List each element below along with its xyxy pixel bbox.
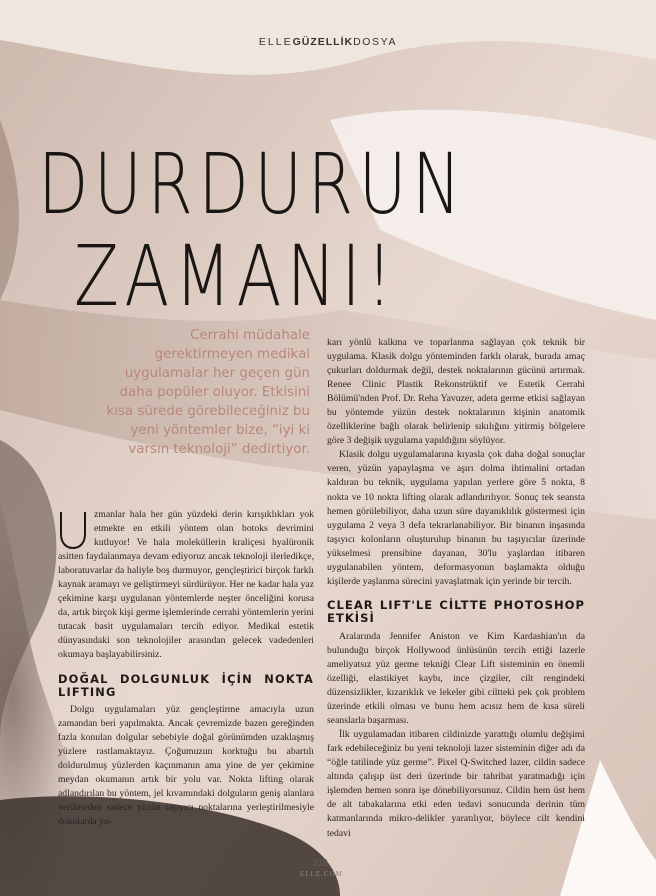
body-column-right bbox=[327, 336, 585, 841]
right-paragraph-2: Klasik dolgu uygulamalarına kıyasla çok daha doğal sonuçlar veren, yüzün yapaylaşma ve aşırı dolma ihtimalini ortadan kaldıran bu teknik, uygulama yapılan yerlere göre 5 nokta, 8 nokta ve 10 nokta lifting olarak adlandırılıyor. Sonuç tek seansta hemen görülebiliyor, daha uzun süre dayanıklılık göstermesi için uygulama 2 veya 3 defa tekrarlanabiliyor. Bir binanın inşasında taşıyıcı kolonların oluşturulup binanın bu taşıyıcılar üzerinde yükselmesi prensibine dayanan, 30'lu yaşlardan itibaren uygulanabilen yöntem, deformasyonun başlamakta olduğu kişilerde yaşlanma sürecini yavaşlatmak için yerinde bir tercih. bbox=[327, 449, 585, 587]
page-folio bbox=[300, 858, 343, 880]
right-paragraph-4: İlk uygulamadan itibaren cildinizde yarattığı olumlu değişimi fark edebileceğiniz bu yeni teknoloji lazer sisteminin diğer adı da “öğle tatilinde yüz germe”. Pixel Q-Switched lazer, cildin sadece altında çalışıp üst deri üzerinde bir tahribat yaratmadığı için işlemden hemen sonra işe dönebiliyorsunuz. Cildin hem üst hem de alt tabakalarına etki eden tedavi sonucunda derinin tüm katmanlarında mikro-delikler yaratılıyor, böylece cilt kendini tedavi bbox=[327, 729, 585, 839]
title-line-2: ZAMANI! bbox=[74, 227, 398, 325]
magazine-brand: ELLE bbox=[258, 36, 293, 48]
intro-paragraph bbox=[58, 508, 314, 663]
section-name: GÜZELLİK bbox=[292, 36, 354, 48]
drop-cap bbox=[58, 510, 88, 550]
folio-site: ELLE.COM bbox=[300, 870, 343, 878]
title-line-1: DURDURUN bbox=[38, 135, 467, 233]
subhead-clear-lift: CLEAR LIFT'LE CİLTTE PHOTOSHOP ETKİSİ bbox=[327, 597, 585, 625]
section-type: DOSYA bbox=[353, 36, 398, 48]
subhead-nokta-lifting: DOĞAL DOLGUNLUK İÇİN NOKTA LIFTING bbox=[58, 671, 314, 699]
page-number: 318 bbox=[312, 858, 328, 869]
body-column-left bbox=[58, 508, 314, 829]
intro-text: zmanlar hala her gün yüzdeki derin kırışıklıkları yok etmekte en etkili yöntem olan botoks devrimini kutluyor! Ve hala moleküllerin kraliçesi hyalüronik asitten faydalanmaya devam ediyoruz ancak teknoloji ilerledikçe, laboratuvarlar da haliyle boş durmuyor, gençleştirici birçok farklı kaynak aramayı ve geliştirmeyi sürdürüyor. Her ne kadar hala yaz çekimine karşı uygulanan yöntemlerde neşter önceliğini korusa da, artık birçok kişi germe işlemlerinde cerrahi yöntemlerin yerini tutacak basit uygulamaları tercih ediyor. Medikal estetik dünyasındaki son teknolojiler arasından gelecek vadedenleri okumaya başlayabilirsiniz. bbox=[58, 509, 314, 661]
right-paragraph-1: karı yönlü kalkma ve toparlanma sağlayan çok teknik bir uygulama. Klasik dolgu yönteminden farklı olarak, burada amaç çukurları doldurmak değil, destek noktalarının gücünü artırmak. Renee Clinic Plastik Rekonstrüktif ve Estetik Cerrahi Bölümü'nden Prof. Dr. Reha Yavuzer, adeta germe etkisi sağlayan bu yöntemde yüzün destek noktalarının kişinin anatomik özelliklerine bağlı olarak belirlenip sıkılığını yitirmiş bölgelere göre 3 değişik uygulama yapıldığını söylüyor. bbox=[327, 337, 585, 447]
article-lede: Cerrahi müdahale gerektirmeyen medikal uygulamalar her geçen gün daha popüler oluyor. Etkisini kısa sürede görebileceğiniz bu yeni yöntemler bize, “iyi ki varsın teknoloji” dedirtiyor. bbox=[106, 328, 310, 457]
right-paragraph-3: Aralarında Jennifer Aniston ve Kim Kardashian'ın da bulunduğu birçok Hollywood ünlüsünün tercih ettiği lazerle ameliyatsız yüz germe tekniği Clear Lift sisteminin en önemli özelliği, elastikiyet kaybı, ince çizgiler, cilt rengindeki düzensizlikler, kızarıklık ve lekeler gibi ciltteki pek çok problem üzerinde etkili olması ve bunu hem acısız hem de kısa süreli seanslarla başarması. bbox=[327, 630, 585, 727]
section-header bbox=[0, 36, 656, 48]
article-title bbox=[38, 135, 628, 325]
left-paragraph-1: Dolgu uygulamaları yüz gençleştirme amacıyla uzun zamandan beri yapılmakta. Ancak çevremizde bazen gereğinden fazla konulan dolgular sebebiyle doğal görünümden uzaklaşmış yüzlere rastlamaktayız. Çoğumuzun korktuğu bu abartılı doldurulmuş yüzlerden kaçınmanın ama yine de yer çekimine meydan okumanın artık bir yolu var. Nokta lifting olarak adlandırılan bu yöntem, jel kıvamındaki dolguların geniş alanlara verilmeden sadece yüzün taşıyıcı noktalarına yerleştirilmesiyle dokularda yu- bbox=[58, 703, 314, 827]
